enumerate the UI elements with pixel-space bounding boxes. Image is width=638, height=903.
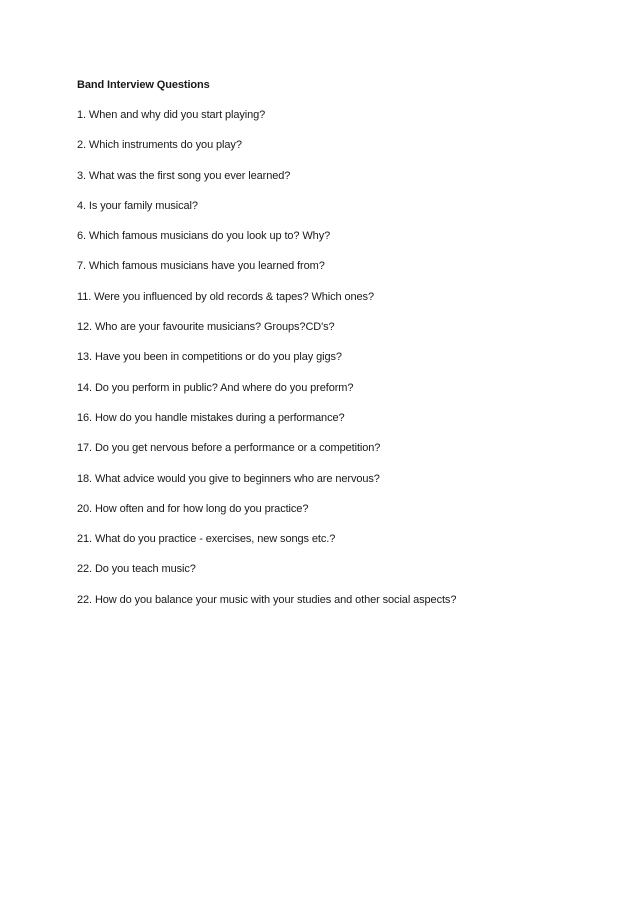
question-item: 2. Which instruments do you play?: [77, 139, 242, 152]
question-item: 17. Do you get nervous before a performance or a competition?: [77, 442, 381, 455]
question-item: 22. Do you teach music?: [77, 563, 196, 576]
question-item: 16. How do you handle mistakes during a performance?: [77, 411, 345, 424]
question-item: 20. How often and for how long do you practice?: [77, 502, 309, 515]
question-item: 3. What was the first song you ever learned?: [77, 169, 291, 182]
question-item: 11. Were you influenced by old records & tapes? Which ones?: [77, 290, 374, 303]
question-item: 13. Have you been in competitions or do you play gigs?: [77, 351, 342, 364]
question-item: 12. Who are your favourite musicians? Groups?CD's?: [77, 321, 335, 334]
question-item: 22. How do you balance your music with your studies and other social aspects?: [77, 593, 457, 606]
question-item: 21. What do you practice - exercises, new songs etc.?: [77, 533, 336, 546]
question-item: 4. Is your family musical?: [77, 199, 198, 212]
question-item: 18. What advice would you give to beginners who are nervous?: [77, 472, 380, 485]
question-list: [77, 108, 456, 623]
question-item: 7. Which famous musicians have you learned from?: [77, 260, 325, 273]
document-title: Band Interview Questions: [77, 79, 210, 91]
question-item: 1. When and why did you start playing?: [77, 109, 266, 121]
question-item: 6. Which famous musicians do you look up to? Why?: [77, 230, 331, 243]
question-item: 14. Do you perform in public? And where do you preform?: [77, 381, 354, 394]
